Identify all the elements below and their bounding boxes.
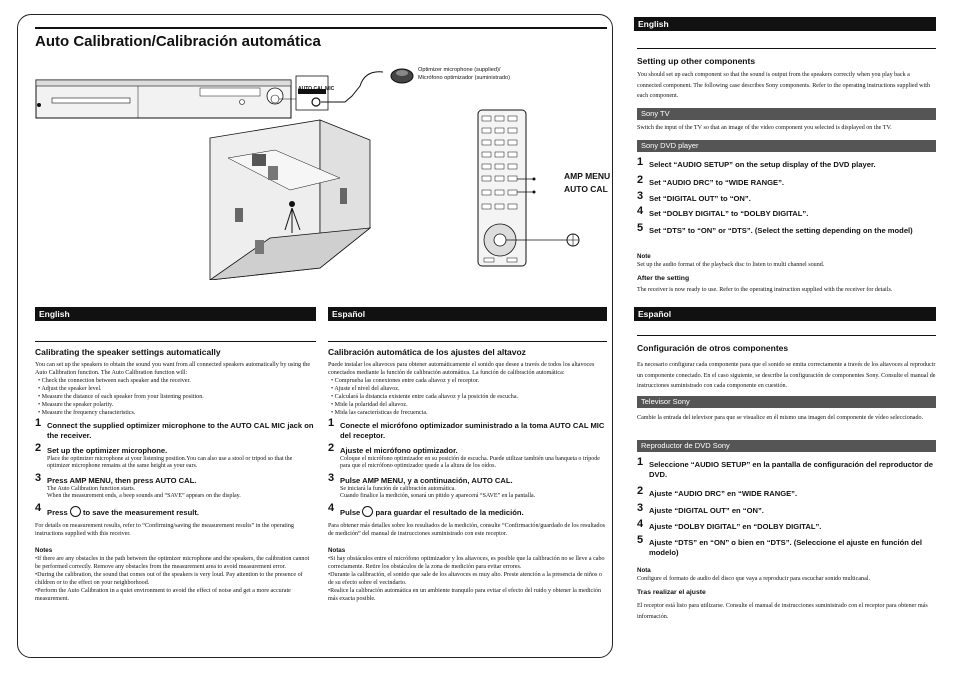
intro-text: Es necesario configurar cada componente para que el sonido se emita correctamente a través de los altavoces al reproducir un componente conectado. En el caso siguiente, se describe la configuración de componentes Sony. Consulte el manual de instrucciones suministrado con cada componente en cuestión. <box>637 362 936 389</box>
section-heading: Configuración de otros componentes <box>637 343 789 353</box>
step-2: 2 Ajuste el micrófono optimizador. Coloque el micrófono optimizador en su posición de escucha. Puede utilizar también una banqueta o trípode para que el micrófono optimizador quede a la altura de los oídos. <box>328 442 600 470</box>
step-4: 4 Set “DOLBY DIGITAL” to “DOLBY DIGITAL”. <box>637 205 809 218</box>
step-4: 4 Press to save the measurement result. <box>35 502 200 517</box>
list-item: • Calculará la distancia existente entre cada altavoz y la posición de escucha. <box>331 393 519 400</box>
intro-text: You can set up the speakers to obtain the sound you want from all connected speakers automatically by using the Auto Calibration function. The Auto Calibration function will: <box>35 362 311 376</box>
mic-label-es: Micrófono optimizador (suministrado) <box>418 75 511 81</box>
details-text: For details on measurement results, refer to “Confirming/saving the measurement results” in the operating instructions supplied with this receiver. <box>35 523 294 537</box>
after-text: The receiver is now ready to use. Refer to the operating instruction supplied with the receiver for details. <box>637 287 893 293</box>
step-3: 3 Set “DIGITAL OUT” to “ON”. <box>637 190 751 203</box>
mic-label-en: Optimizer microphone (supplied)/ <box>418 67 501 73</box>
page-title: Auto Calibration/Calibración automática <box>35 33 321 50</box>
note-heading: Nota <box>637 567 651 574</box>
jog-button-icon <box>362 506 373 517</box>
list-item: • Check the connection between each speaker and the receiver. <box>38 378 191 384</box>
notes-heading: Notas <box>328 547 346 554</box>
step-3: 3 Pulse AMP MENU, y a continuación, AUTO CAL. Se iniciará la función de calibración automática. Cuando finalice la medición, sonará un pitido y aparecerá “SAVE” en la pantalla. <box>328 472 536 500</box>
step-1: 1 Conecte el micrófono optimizador suministrado a la toma AUTO CAL MIC del receptor. <box>328 417 605 440</box>
list-item: • Mida las características de frecuencia. <box>331 409 428 416</box>
list-item: • Ajuste el nivel del altavoz. <box>331 385 400 392</box>
list-item: • Measure the frequency characteristics. <box>38 409 136 416</box>
list-item: • Measure the distance of each speaker from your listening position. <box>38 393 204 400</box>
step-2: 2 Ajuste “AUDIO DRC” en “WIDE RANGE”. <box>637 485 798 498</box>
tv-text: Switch the input of the TV so that an image of the video component you selected is displayed on the TV. <box>637 125 892 131</box>
step-2: 2 Set up the optimizer microphone. Place the optimizer microphone at your listening position.You can also use a stool or tripod so that the optimizer microphone remains at the same height as your ears. <box>35 442 293 470</box>
step-1: 1 Seleccione “AUDIO SETUP” en la pantalla de configuración del reproductor de DVD. <box>637 456 933 479</box>
list-item: • Mide la polaridad del altavoz. <box>331 401 408 408</box>
step-5: 5 Set “DTS” to “ON” or “DTS”. (Select the setting depending on the model) <box>637 222 913 235</box>
intro-text: You should set up each component so that the sound is output from the speakers correctly when you play back a connected component. The following case describes Sony components. Refer to the operating instructions supplied with each component. <box>637 72 930 99</box>
notes-heading: Notes <box>35 547 53 554</box>
step-3: 3 Press AMP MENU, then press AUTO CAL. The Auto Calibration function starts. When the measurement ends, a beep sounds and “SAVE” appears on the display. <box>35 472 241 500</box>
details-text: Para obtener más detalles sobre los resultados de la medición, consulte “Confirmación/guardado de los resultados de medición” del manual de instrucciones suministrado con este receptor. <box>328 523 606 537</box>
after-text: El receptor está listo para utilizarse. Consulte el manual de instrucciones suministrado con el receptor para obtener más información. <box>637 603 928 620</box>
sub-bar-reproductor: Reproductor de DVD Sony <box>637 440 936 452</box>
tv-text: Cambie la entrada del televisor para que se visualice en él mismo una imagen del componente de vídeo seleccionado. <box>637 415 924 421</box>
section-heading: Calibrating the speaker settings automatically <box>35 347 221 357</box>
auto-cal-label: AUTO CAL <box>564 184 608 194</box>
section-bar-english: English <box>634 17 936 31</box>
title-rule <box>35 27 607 29</box>
step-4: 4 Pulse para guardar el resultado de la medición. <box>328 502 524 517</box>
section-heading: Calibración automática de los ajustes del altavoz <box>328 347 526 357</box>
notes-list: •Si hay obstáculos entre el micrófono optimizador y los altavoces, es posible que la calibración no se lleve a cabo correctamente. Retire los obstáculos de la zona de medición para evitar errores. •Durante la calibración, el sonido que sale de los altavoces es muy alto. Preste atención a la presencia de niños o de su efecto sobre el vecindario. •Realice la calibración automática en un ambiente tranquilo para evitar el efecto del ruido y obtener la medición más exacta posible. <box>328 556 605 602</box>
list-item: • Adjust the speaker level. <box>38 385 102 392</box>
after-heading: Tras realizar el ajuste <box>637 589 706 596</box>
receiver-illustration <box>36 80 291 118</box>
notes-list: •If there are any obstacles in the path between the optimizer microphone and the speakers, the calibration cannot be performed correctly. Remove any obstacles from the measurement area to avoid measurement error. •During the calibration, the sound that comes out of the speakers is very loud. Pay attention to the presence of children or to the effect on your neighborhood. •Perform the Auto Calibration in a quiet environment to avoid the effect of noise and get a more accurate measurement. <box>35 556 310 602</box>
room-illustration <box>210 120 370 280</box>
amp-menu-label: AMP MENU <box>564 171 611 181</box>
step-1: 1 Select “AUDIO SETUP” on the setup display of the DVD player. <box>637 156 876 169</box>
feature-list <box>38 378 316 418</box>
auto-cal-mic-jack-label: AUTO CAL MIC <box>298 86 335 92</box>
jog-button-icon <box>70 506 81 517</box>
step-4: 4 Ajuste “DOLBY DIGITAL” en “DOLBY DIGITAL”. <box>637 518 822 531</box>
note-heading: Note <box>637 253 651 260</box>
heading-rule <box>637 335 936 336</box>
step-5: 5 Ajuste “DTS” en “ON” o bien en “DTS”. (Seleccione el ajuste en función del modelo) <box>637 534 923 557</box>
heading-rule <box>35 341 316 342</box>
heading-rule <box>637 48 936 49</box>
list-item: • Comprueba las conexiones entre cada altavoz y el receptor. <box>331 378 479 384</box>
heading-rule <box>328 341 607 342</box>
section-bar-english: English <box>35 307 316 321</box>
section-bar-espanol: Español <box>634 307 936 321</box>
step-2: 2 Set “AUDIO DRC” to “WIDE RANGE”. <box>637 174 785 187</box>
feature-list <box>331 378 607 418</box>
intro-text: Puede instalar los altavoces para obtener automáticamente el sonido que desee a través de todos los altavoces conectados mediante la función de calibración automática. La función de calibración automática: <box>328 362 595 376</box>
after-heading: After the setting <box>637 275 690 282</box>
sub-bar-sony-dvd: Sony DVD player <box>637 140 936 152</box>
step-1: 1 Connect the supplied optimizer microphone to the AUTO CAL MIC jack on the receiver. <box>35 417 314 440</box>
section-bar-espanol: Español <box>328 307 607 321</box>
sub-bar-sony-tv: Sony TV <box>637 108 936 120</box>
sub-bar-televisor: Televisor Sony <box>637 396 936 408</box>
remote-illustration <box>478 110 526 266</box>
note-text: Set up the audio format of the playback disc to listen to multi channel sound. <box>637 262 825 268</box>
step-3: 3 Ajuste “DIGITAL OUT” en “ON”. <box>637 502 764 515</box>
list-item: • Measure the speaker polarity. <box>38 401 114 408</box>
note-text: Configure el formato de audio del disco que vaya a reproducir para escuchar sonido multicanal. <box>637 576 870 582</box>
section-heading: Setting up other components <box>637 56 756 66</box>
